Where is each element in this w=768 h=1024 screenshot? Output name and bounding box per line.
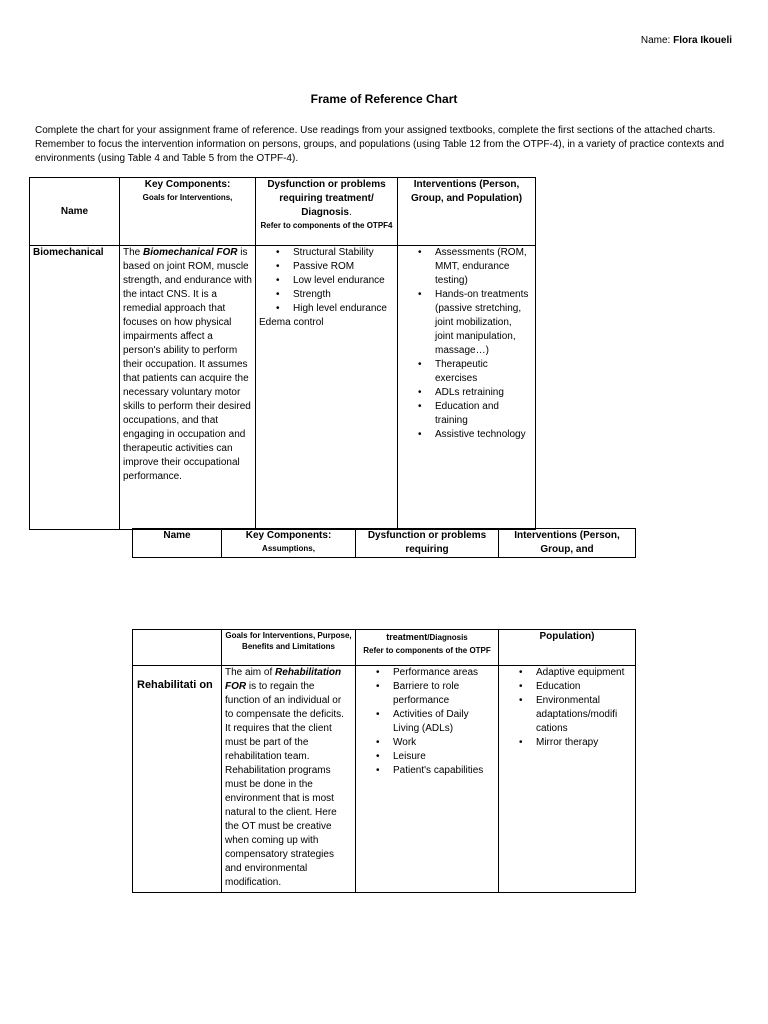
list-item: • Work <box>393 736 495 750</box>
list-item: • Adaptive equipment <box>536 666 632 680</box>
list-item: • Leisure <box>393 750 495 764</box>
interventions-cell-3 <box>499 666 636 893</box>
name-label: Name: <box>640 35 671 46</box>
list-item: • Education and training <box>435 400 532 428</box>
header-interventions-3: Population) <box>499 630 636 666</box>
header-name: Name <box>30 178 120 246</box>
biomechanical-table <box>29 177 536 530</box>
list-item: • Structural Stability <box>293 246 394 260</box>
header-goals-3: Goals for Interventions, Purpose, Benefits and Limitations <box>222 630 356 666</box>
header-name-2: Name <box>133 529 222 558</box>
list-item: • ADLs retraining <box>435 386 532 400</box>
row-name-rehabilitation: Rehabilitati on <box>133 666 222 893</box>
list-item: • Passive ROM <box>293 260 394 274</box>
list-item: • High level endurance <box>293 302 394 316</box>
interventions-list <box>401 246 532 442</box>
list-item: • Therapeutic exercises <box>435 358 532 386</box>
header-interventions-2: Interventions (Person, Group, and <box>499 529 636 558</box>
interventions-list-3 <box>502 666 632 750</box>
dysfunction-list <box>259 246 394 316</box>
student-name-line <box>641 35 732 46</box>
list-item: • Low level endurance <box>293 274 394 288</box>
header-dysfunction-3: treatment/Diagnosis Refer to components of the OTPF <box>356 630 499 666</box>
key-components-cell: The Biomechanical FOR is based on joint ROM, muscle strength, and endurance with the intact CNS. It is a remedial approach that focuses on how physical impairments affect a person's ability to perform their occupation. It assumes that patients can acquire the necessary voluntary motor skills to perform their desired occupations, and that engaging in occupation and therapeutic activities can improve their occupational performance. <box>120 246 256 530</box>
list-item: • Hands-on treatments (passive stretching, joint mobilization, joint manipulation, massage…) <box>435 288 532 358</box>
rehabilitation-table <box>132 629 636 893</box>
header-dysfunction: Dysfunction or problems requiring treatment/ Diagnosis. Refer to components of the OTPF4 <box>256 178 398 246</box>
list-item: • Strength <box>293 288 394 302</box>
dysfunction-list-3 <box>359 666 495 778</box>
header-name-3 <box>133 630 222 666</box>
list-item: • Patient's capabilities <box>393 764 495 778</box>
list-item: • Mirror therapy <box>536 736 632 750</box>
student-name: Flora Ikoueli <box>673 35 732 46</box>
list-item: • Assessments (ROM, MMT, endurance testing) <box>435 246 532 288</box>
list-item: • Performance areas <box>393 666 495 680</box>
header-key-components-2: Key Components: Assumptions, <box>222 529 356 558</box>
list-item: • Environmental adaptations/modifi cations <box>536 694 632 736</box>
header-interventions: Interventions (Person, Group, and Population) <box>398 178 536 246</box>
list-item: • Barriere to role performance <box>393 680 495 708</box>
instructions-paragraph: Complete the chart for your assignment frame of reference. Use readings from your assigned textbooks, complete the first sections of the attached charts. Remember to focus the intervention information on persons, groups, and populations (using Table 12 from the OTPF-4), in a variety of practice contexts and environments (using Table 4 and Table 5 from the OTPF-4). <box>35 125 725 164</box>
list-item: • Education <box>536 680 632 694</box>
key-components-cell-3: The aim of Rehabilitation FOR is to regain the function of an individual or to compensate the deficits. It requires that the client must be part of the rehabilitation team. Rehabilitation programs must be done in the environment that is most natural to the client. Here the OT must be creative when coming up with compensatory strategies and environmental modification. <box>222 666 356 893</box>
dysfunction-extra: Edema control <box>259 317 324 328</box>
dysfunction-cell <box>256 246 398 530</box>
rehabilitation-header-table <box>132 528 636 558</box>
header-key-components: Key Components: Goals for Interventions, <box>120 178 256 246</box>
row-name-biomechanical: Biomechanical <box>30 246 120 530</box>
page-title: Frame of Reference Chart <box>310 92 458 106</box>
header-dysfunction-2: Dysfunction or problems requiring <box>356 529 499 558</box>
interventions-cell <box>398 246 536 530</box>
list-item: • Assistive technology <box>435 428 532 442</box>
dysfunction-cell-3 <box>356 666 499 893</box>
list-item: • Activities of Daily Living (ADLs) <box>393 708 495 736</box>
